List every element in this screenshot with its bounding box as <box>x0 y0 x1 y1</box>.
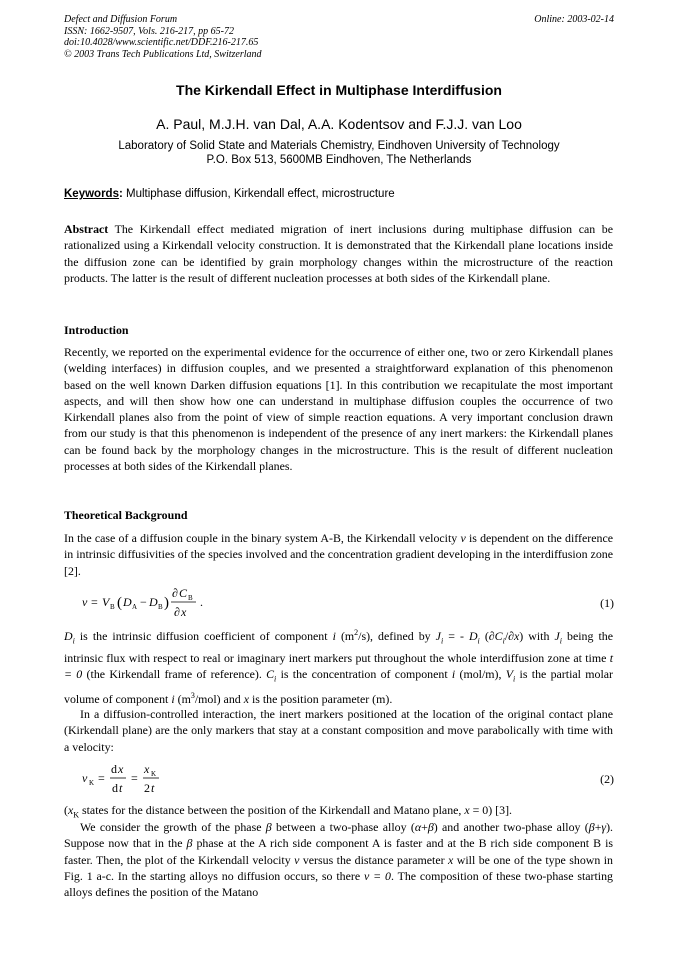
introduction-heading: Introduction <box>64 323 129 337</box>
journal-copyright: © 2003 Trans Tech Publications Ltd, Switzerland <box>64 48 262 60</box>
svg-text:v: v <box>82 771 88 785</box>
keywords-label: Keywords <box>64 188 119 200</box>
svg-text:−: − <box>140 595 147 609</box>
svg-text:t: t <box>151 781 155 795</box>
journal-name: Defect and Diffusion Forum <box>64 14 178 25</box>
abstract-text: The Kirkendall effect mediated migration of inert inclusions during multiphase diffusion can be rationalized using a Kirkendall velocity construction. It is demonstrated that the Kirkendall plane locations inside the diffusion zone can be identified by grain morphology changes within the microstructure of the reaction products. The latter is the result of different nucleation processes at both sides of the Kirkendall plane. <box>64 222 613 285</box>
svg-text:B: B <box>158 603 163 611</box>
svg-text:.: . <box>200 595 203 609</box>
equation-1-formula <box>82 584 242 624</box>
svg-text:(: ( <box>117 595 122 611</box>
svg-text:x: x <box>144 762 150 776</box>
equation-2-number: (2) <box>600 772 614 786</box>
theory-paragraph-3: In a diffusion-controlled interaction, the inert markers positioned at the location of the original contact plane (Kirkendall plane) are the only markers that stay at a constant composition and move parabolically with time with a velocity: <box>64 707 613 754</box>
svg-text:K: K <box>89 779 95 787</box>
affiliation-line-2: P.O. Box 513, 5600MB Eindhoven, The Netherlands <box>206 154 472 166</box>
theory-paragraph-1: In the case of a diffusion couple in the binary system A-B, the Kirkendall velocity v is dependent on the difference in intrinsic diffusivities of the species involved and the concentration gradient developing in the interdiffusion zone [2]. <box>64 531 613 578</box>
theory-paragraph-4: ($x_K$ states for the distance between the position of the Kirkendall and Matano plane, x = 0) [3]. <box>64 803 513 820</box>
keywords-text: Multiphase diffusion, Kirkendall effect, microstructure <box>122 188 395 200</box>
svg-text:=: = <box>91 595 98 609</box>
equation-2-formula <box>82 760 192 800</box>
keywords: Keywords: Multiphase diffusion, Kirkendall effect, microstructure <box>64 188 395 200</box>
theory-paragraph-5: We consider the growth of the phase β between a two-phase alloy (α+β) and another two-phase alloy (β+γ). Suppose now that in the β phase at the A rich side component A is faster and at the B rich side component B is faster. Then, the plot of the Kirkendall velocity v versus the distance parameter x will be one of the type shown in Fig. 1 a-c. In the starting alloys no diffusion occurs, so there v = 0. The composition of these two-phase starting alloys defines the position of the Matano <box>64 820 614 900</box>
abstract-label: Abstract <box>64 222 109 236</box>
equation-2 <box>82 760 192 804</box>
svg-text:C: C <box>179 586 188 600</box>
online-date: Online: 2003-02-14 <box>534 14 614 25</box>
svg-text:B: B <box>188 594 193 602</box>
svg-text:x: x <box>181 605 187 619</box>
theory-heading: Theoretical Background <box>64 508 188 522</box>
svg-text:∂: ∂ <box>174 605 180 619</box>
svg-text:x: x <box>118 762 124 776</box>
journal-issn: ISSN: 1662-9507, Vols. 216-217, pp 65-72 <box>64 25 234 37</box>
svg-text:): ) <box>164 595 169 611</box>
svg-text:d: d <box>111 762 117 776</box>
svg-text:V: V <box>102 595 110 609</box>
svg-text:K: K <box>151 770 157 778</box>
journal-doi: doi:10.4028/www.scientific.net/DDF.216-217.65 <box>64 37 259 49</box>
svg-text:d: d <box>112 781 118 795</box>
paper-affiliation <box>0 139 678 167</box>
journal-header <box>64 14 262 60</box>
equation-1-number: (1) <box>600 596 614 610</box>
introduction-text: Recently, we reported on the experimental evidence for the occurrence of either one, two or zero Kirkendall planes (welding interfaces) in diffusion couples, and we presented a straightforward explanation of this phenomenon based on the well known Darken diffusion equations [1]. In this contribution we recapitulate the most important aspects, and will then show how one can understand in multiphase diffusion couples the occurrence of two Kirkendall planes also from the point of view of simple reaction equations. A very important conclusion drawn from our study is that this phenomenon is independent of the presence of any inert markers: the Kirkendall planes can be found back by the morphology changes in the microstructure. This is the result of different nucleation processes at both sides of the Kirkendall planes. <box>64 345 613 474</box>
svg-text:t: t <box>119 781 123 795</box>
svg-text:D: D <box>149 595 158 609</box>
svg-text:=: = <box>98 771 105 785</box>
svg-text:D: D <box>123 595 132 609</box>
svg-text:=: = <box>131 771 138 785</box>
paper-title: The Kirkendall Effect in Multiphase Interdiffusion <box>176 82 502 98</box>
equation-1 <box>82 584 242 628</box>
affiliation-line-1: Laboratory of Solid State and Materials Chemistry, Eindhoven University of Technology <box>118 140 560 152</box>
svg-text:∂: ∂ <box>172 586 178 600</box>
svg-text:v: v <box>82 595 88 609</box>
svg-text:B: B <box>110 603 115 611</box>
abstract <box>64 221 613 286</box>
svg-text:2: 2 <box>144 781 150 795</box>
theory-paragraph-2: $D_i$ is the intrinsic diffusion coefficient of component i $(m^2/s)$, defined by $J_i$ = - $D_i$ $(\partial C_i/\partial x)$ with $J_i$ being the intrinsic flux with respect to real or imaginary inert markers put throughout the whole interdiffusion zone at time t = 0 (the Kirkendall frame of reference). $C_i$ is the concentration of component i (mol/m), $V_i$ is the partial molar volume of component i $(m^3/mol)$ and x is the position parameter (m). <box>64 628 613 706</box>
paper-authors: A. Paul, M.J.H. van Dal, A.A. Kodentsov and F.J.J. van Loo <box>156 116 522 132</box>
svg-text:A: A <box>132 603 138 611</box>
